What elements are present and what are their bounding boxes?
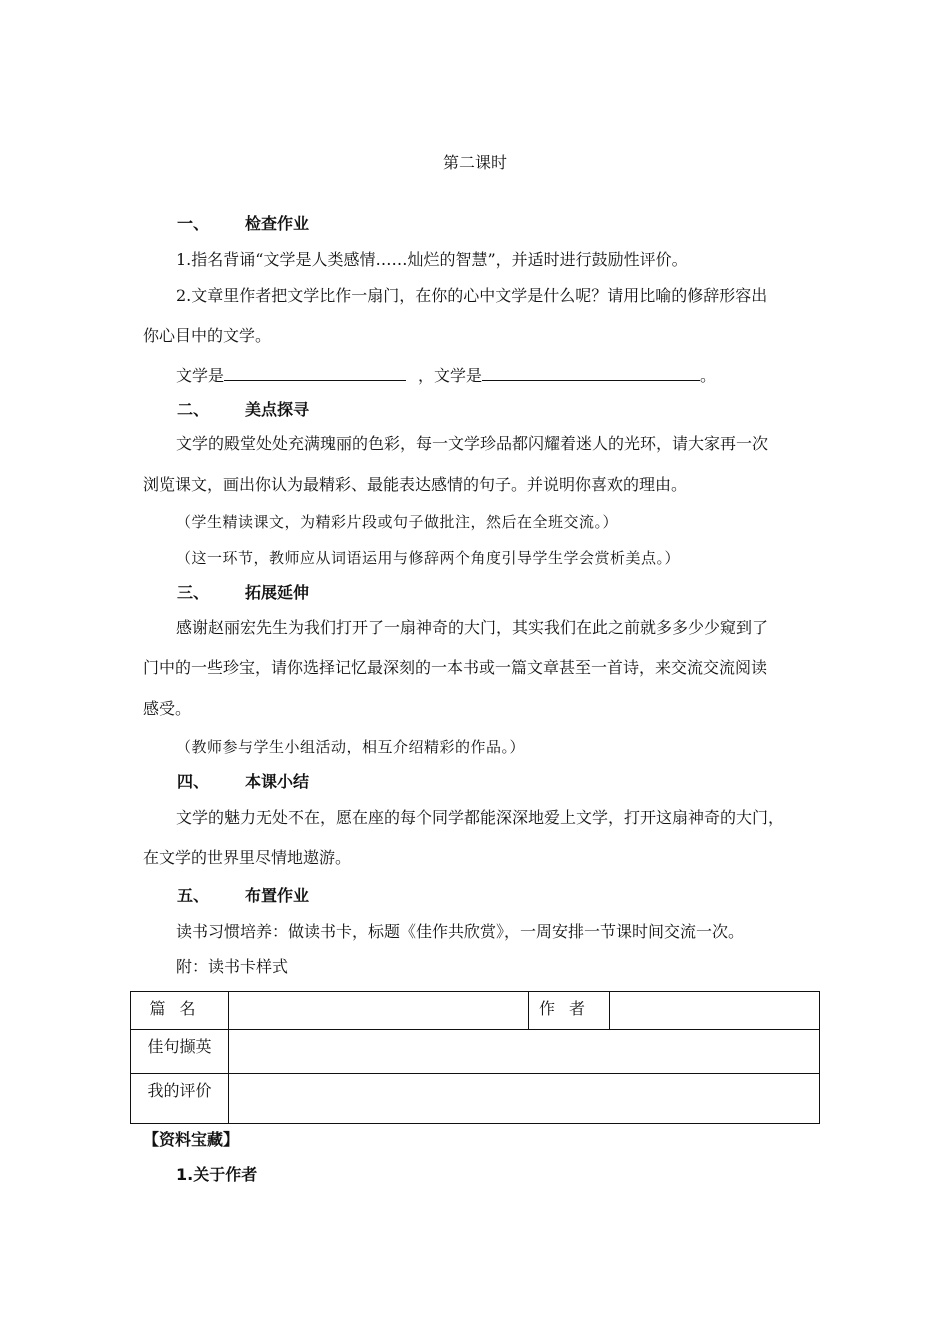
section-2-para-line-1: 文学的殿堂处处充满瑰丽的色彩，每一文学珍品都闪耀着迷人的光环，请大家再一次 [176,434,769,453]
card-row-comment [131,1074,820,1124]
section-1-item-1: 1.指名背诵“文学是人类感情……灿烂的智慧”，并适时进行鼓励性评价。 [176,250,688,269]
card-author-label: 作者 [538,999,599,1018]
section-1-title: 检查作业 [245,214,310,233]
section-1-heading [177,213,309,235]
section-1-item-2-line-1: 2.文章里作者把文学比作一扇门，在你的心中文学是什么呢？请用比喻的修辞形容出 [176,286,768,305]
card-author-value-cell[interactable] [610,992,820,1030]
section-5-title: 布置作业 [245,886,310,905]
resources-subtitle-1: 1.关于作者 [176,1165,258,1184]
card-row-quotes [131,1030,820,1074]
section-4-number: 四、 [177,772,210,791]
section-1-number: 一、 [177,214,210,233]
fill-prefix-2: ，文学是 [418,366,483,385]
card-quote-label: 佳句撷英 [147,1037,212,1056]
section-1-fill-in [176,363,716,387]
card-author-label-cell [529,992,610,1030]
section-4-para-line-1: 文学的魅力无处不在，愿在座的每个同学都能深深地爱上文学，打开这扇神奇的大门， [176,808,785,827]
fill-prefix-1: 文学是 [176,366,225,385]
section-3-heading [177,582,309,604]
section-3-title: 拓展延伸 [245,583,310,602]
section-5-heading [177,885,309,907]
card-title-label-cell [131,992,229,1030]
section-3-para-line-3: 感受。 [143,699,192,718]
card-comment-label-cell [131,1074,229,1124]
fill-blank-2[interactable] [482,363,700,381]
section-5-number: 五、 [177,886,210,905]
reading-card-table [130,991,820,1124]
fill-blank-1[interactable] [224,363,406,381]
section-3-note-1: （教师参与学生小组活动，相互介绍精彩的作品。） [176,738,526,756]
section-4-heading [177,771,309,793]
section-5-attachment-note: 附：读书卡样式 [176,957,289,976]
section-4-title: 本课小结 [245,772,310,791]
section-2-note-2: （这一环节，教师应从词语运用与修辞两个角度引导学生学会赏析美点。） [176,549,681,567]
card-title-label: 篇名 [149,999,210,1018]
fill-end: 。 [700,366,717,385]
section-1-item-2-line-2: 你心目中的文学。 [143,326,272,345]
card-title-value-cell[interactable] [229,992,529,1030]
section-3-number: 三、 [177,583,210,602]
resources-title: 【资料宝藏】 [143,1130,240,1149]
lesson-title: 第二课时 [442,153,507,172]
card-quote-label-cell [131,1030,229,1074]
section-2-title: 美点探寻 [245,400,310,419]
card-comment-value-cell[interactable] [229,1074,820,1124]
card-comment-label: 我的评价 [147,1081,212,1100]
section-2-note-1: （学生精读课文，为精彩片段或句子做批注，然后在全班交流。） [176,513,619,531]
card-row-title [131,992,820,1030]
section-3-para-line-1: 感谢赵丽宏先生为我们打开了一扇神奇的大门，其实我们在此之前就多多少少窥到了 [176,618,769,637]
section-2-heading [177,399,309,421]
section-2-number: 二、 [177,400,210,419]
section-5-para: 读书习惯培养：做读书卡，标题《佳作共欣赏》，一周安排一节课时间交流一次。 [176,922,745,941]
section-4-para-line-2: 在文学的世界里尽情地遨游。 [143,848,352,867]
section-2-para-line-2: 浏览课文，画出你认为最精彩、最能表达感情的句子。并说明你喜欢的理由。 [143,475,688,494]
section-3-para-line-2: 门中的一些珍宝，请你选择记忆最深刻的一本书或一篇文章甚至一首诗，来交流交流阅读 [143,658,768,677]
card-quote-value-cell[interactable] [229,1030,820,1074]
